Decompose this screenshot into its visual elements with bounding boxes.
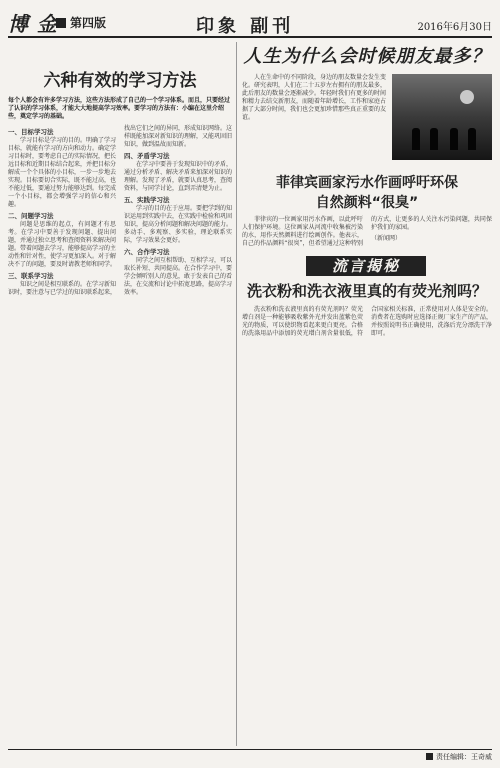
issue-label: 第四版 [56, 14, 106, 31]
section-heading: 二、问题学习法 [8, 212, 54, 220]
silhouette-figure [412, 128, 420, 150]
silhouette-figure [430, 128, 438, 150]
issue-date: 2016年6月30日 [417, 22, 492, 33]
detergent-article-title: 洗衣粉和洗衣液里真的有荧光剂吗？ [246, 282, 487, 300]
painter-article-title: 菲律宾画家污水作画呼吁环保 [276, 175, 458, 191]
silhouette-figure [468, 128, 476, 150]
section-masthead: 印象 副刊 [196, 16, 295, 37]
friends-silhouette-photo [392, 74, 492, 160]
section-body: 问题是思维的起点，有问题才有思考。在学习中要善于发现问题、提出问题，并通过独立思考和查阅资料来解决问题。带着问题去学习，能够提高学习的主动性和针对性，使学习更加深入。对于解决不了的问题，要及时请教老师和同学。 [8, 221, 117, 268]
editor-credit: 责任编辑：王奇威 [426, 752, 492, 762]
section-heading: 五、实践学习法 [124, 196, 170, 204]
section-body: 知识之间是相互联系的。在学习新知识时，要注意与已学过的知识联系起来，找出它们之间的异同，形成知识网络。这样既能加深对新知识的理解，又能巩固旧知识，做到温故而知新。 [8, 125, 232, 296]
column-divider [236, 42, 237, 746]
left-column [8, 42, 232, 746]
page-footer [8, 749, 492, 762]
section-body: 在学习中要善于发现知识中的矛盾，通过分析矛盾、解决矛盾来加深对知识的理解。发现了矛盾，就要认真思考，查阅资料，与同学讨论，直到弄清楚为止。 [124, 161, 232, 192]
article-paragraph: 人在生命中的不同阶段，身边的朋友数量会发生变化。研究表明，人们在二十五岁左右拥有的朋友最多，此后朋友的数量会逐渐减少。年轻时我们有更多的时间和精力去结交新朋友，而随着年龄增长，工作和家庭占据了大部分时间，我们也会更加珍惜那些真正重要的友谊。 [242, 74, 387, 121]
article-paragraph: 洗衣粉和洗衣液里真的有荧光剂吗？荧光增白剂是一种能够吸收紫外光并发出蓝紫色荧光的物质，可以使织物看起来更白更亮。合格的洗涤用品中添加的荧光增白剂含量很低，符合国家相关标准，正常使用对人体是安全的。消费者在选购时应选择正规厂家生产的产品，并按照说明书正确使用，洗涤后充分漂洗干净即可。 [242, 306, 492, 337]
newspaper-logo: 博 金 [8, 12, 58, 36]
section-heading: 一、目标学习法 [8, 128, 54, 136]
detergent-article-body [242, 306, 492, 338]
section-body: 学习的目的在于应用。要把学到的知识运用到实践中去，在实践中检验和巩固知识，提高分析问题和解决问题的能力。多动手、多观察、多实验，理论联系实际，学习效果会更好。 [124, 205, 232, 244]
page-header [8, 8, 492, 38]
study-methods-title: 六种有效的学习方法 [43, 71, 197, 91]
sun-shape [460, 90, 474, 104]
section-body: 同学之间互相帮助、互相学习，可以取长补短、共同提高。在合作学习中，要学会倾听别人的意见，敢于发表自己的看法，在交流和讨论中拓宽思路，提高学习效率。 [124, 257, 232, 296]
section-heading: 六、合作学习法 [124, 248, 170, 256]
painter-article-subtitle: 自然颜料“很臭” [315, 195, 419, 211]
article-source: （新闻网） [371, 235, 402, 242]
section-body: 学习目标是学习的目的。明确了学习目标，就能有学习的方向和动力。确定学习目标时，要考虑自己的实际情况，把长远目标和近期目标结合起来，并把目标分解成一个个具体的小目标，一步一步地去实现。目标要切合实际，既不能过高，也不能过低，要通过努力能够达到。每完成一个小目标，都会增强学习的信心和兴趣。 [8, 137, 117, 208]
friends-article-title: 人生为什么会时候朋友最多？ [243, 46, 491, 67]
right-column [242, 42, 492, 746]
article-paragraph: 菲律宾的一位画家用污水作画，以此呼吁人们保护环境。这位画家从河流中收集被污染的水，用作天然颜料进行绘画创作。他表示，自己的作品颜料“很臭”，但希望通过这种特别的方式，让更多的人关注水污染问题，共同保护我们的家园。 [242, 216, 492, 247]
silhouette-figure [450, 128, 458, 150]
rumor-banner: 流言揭秘 [306, 256, 426, 276]
study-methods-body [8, 125, 232, 297]
section-heading: 三、联系学习法 [8, 272, 54, 280]
section-heading: 四、矛盾学习法 [124, 152, 170, 160]
study-methods-intro: 每个人都会有许多学习方法，这些方法形成了自己的一个学习体系。而且，只要经过了认识的学习体系，才能大大地提高学习效率。要学习的方法有：小编在这里介绍些，奠定学习的基础。 [8, 97, 231, 120]
painter-article-body [242, 216, 492, 248]
